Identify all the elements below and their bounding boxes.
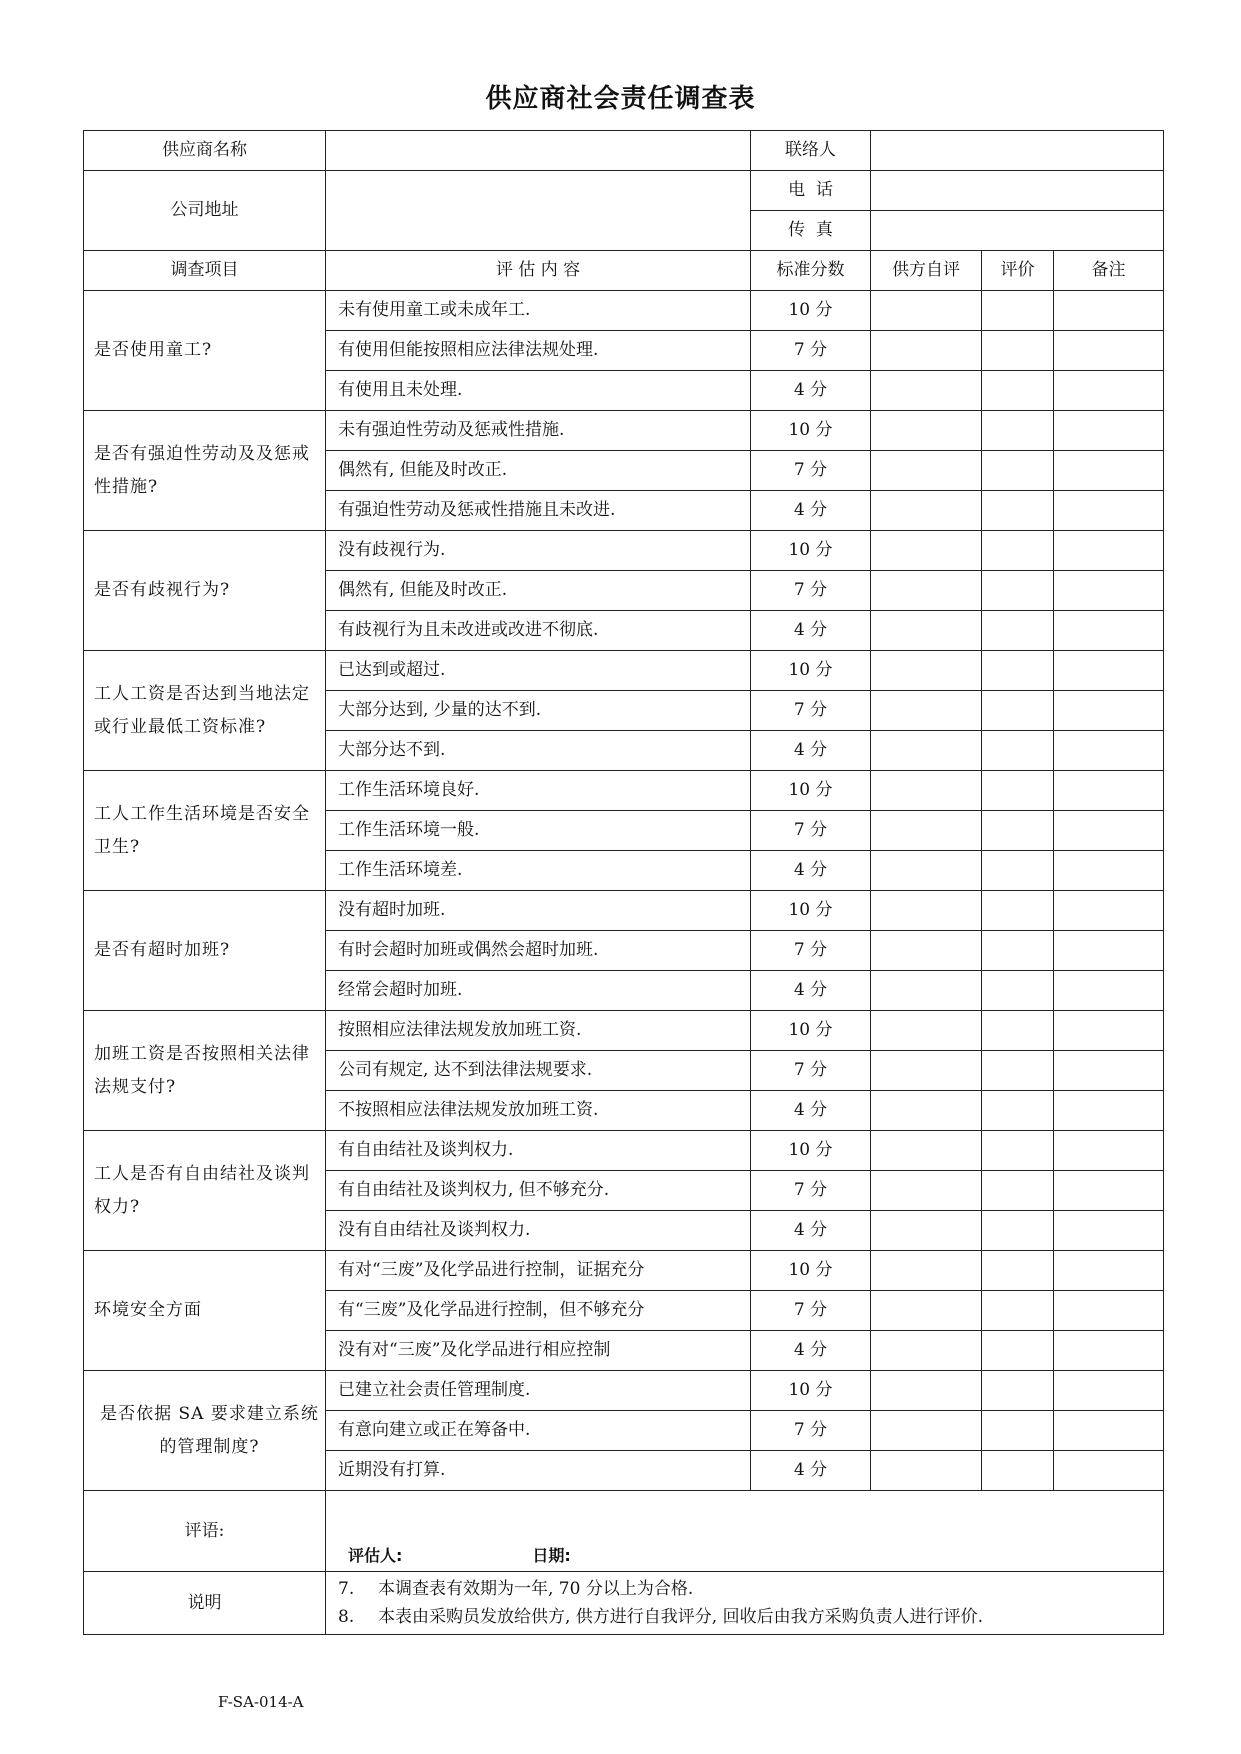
self-eval-cell[interactable]: [871, 451, 982, 491]
table-row: [84, 1131, 1164, 1171]
remarks-cell[interactable]: [1054, 411, 1164, 451]
evaluator-label: 评估人:: [348, 1546, 403, 1566]
remarks-cell[interactable]: [1054, 331, 1164, 371]
phone-row: [84, 171, 1164, 211]
supplier-name-label: 供应商名称: [84, 131, 326, 171]
survey-question: 是否使用童工?: [84, 291, 326, 411]
standard-score: 7 分: [751, 931, 871, 971]
standard-score: 7 分: [751, 331, 871, 371]
evaluation-cell[interactable]: [982, 1091, 1054, 1131]
evaluation-cell[interactable]: [982, 1331, 1054, 1371]
self-eval-cell[interactable]: [871, 1051, 982, 1091]
self-eval-cell[interactable]: [871, 571, 982, 611]
criteria-description: 有自由结社及谈判权力.: [326, 1131, 751, 1171]
supplier-name-field[interactable]: [326, 131, 751, 171]
standard-score: 4 分: [751, 1451, 871, 1491]
evaluation-cell[interactable]: [982, 931, 1054, 971]
evaluation-cell[interactable]: [982, 971, 1054, 1011]
self-eval-cell[interactable]: [871, 1411, 982, 1451]
evaluation-cell[interactable]: [982, 651, 1054, 691]
criteria-description: 未有强迫性劳动及惩戒性措施.: [326, 411, 751, 451]
standard-score: 4 分: [751, 731, 871, 771]
criteria-description: 工作生活环境差.: [326, 851, 751, 891]
criteria-description: 没有歧视行为.: [326, 531, 751, 571]
fax-label: 传 真: [751, 211, 871, 251]
col-self-eval-header: 供方自评: [871, 251, 982, 291]
form-title: 供应商社会责任调查表: [485, 84, 756, 114]
self-eval-cell[interactable]: [871, 1251, 982, 1291]
standard-score: 4 分: [751, 611, 871, 651]
standard-score: 10 分: [751, 651, 871, 691]
evaluation-cell[interactable]: [982, 891, 1054, 931]
standard-score: 7 分: [751, 811, 871, 851]
standard-score: 10 分: [751, 1131, 871, 1171]
criteria-description: 不按照相应法律法规发放加班工资.: [326, 1091, 751, 1131]
remarks-cell[interactable]: [1054, 1011, 1164, 1051]
remarks-cell[interactable]: [1054, 1051, 1164, 1091]
self-eval-cell[interactable]: [871, 731, 982, 771]
remarks-cell[interactable]: [1054, 651, 1164, 691]
evaluation-cell[interactable]: [982, 1291, 1054, 1331]
evaluation-cell[interactable]: [982, 611, 1054, 651]
standard-score: 7 分: [751, 451, 871, 491]
evaluation-cell[interactable]: [982, 291, 1054, 331]
criteria-description: 大部分达到, 少量的达不到.: [326, 691, 751, 731]
standard-score: 4 分: [751, 371, 871, 411]
survey-question: 工人工资是否达到当地法定或行业最低工资标准?: [84, 651, 326, 771]
criteria-description: 有使用但能按照相应法律法规处理.: [326, 331, 751, 371]
remarks-cell[interactable]: [1054, 771, 1164, 811]
survey-question: 工人是否有自由结社及谈判权力?: [84, 1131, 326, 1251]
table-row: [84, 531, 1164, 571]
standard-score: 10 分: [751, 411, 871, 451]
note-line: 8. 本表由采购员发放给供方, 供方进行自我评分, 回收后由我方采购负责人进行评价.: [338, 1607, 984, 1627]
supplier-name-row: [84, 131, 1164, 171]
remarks-cell[interactable]: [1054, 1091, 1164, 1131]
evaluation-cell[interactable]: [982, 371, 1054, 411]
criteria-description: 偶然有, 但能及时改正.: [326, 451, 751, 491]
evaluation-cell[interactable]: [982, 1011, 1054, 1051]
self-eval-cell[interactable]: [871, 291, 982, 331]
self-eval-cell[interactable]: [871, 1011, 982, 1051]
standard-score: 10 分: [751, 1371, 871, 1411]
self-eval-cell[interactable]: [871, 691, 982, 731]
evaluation-cell[interactable]: [982, 1211, 1054, 1251]
table-row: [84, 891, 1164, 931]
criteria-description: 没有自由结社及谈判权力.: [326, 1211, 751, 1251]
self-eval-cell[interactable]: [871, 771, 982, 811]
survey-question: 是否有强迫性劳动及及惩戒性措施?: [84, 411, 326, 531]
standard-score: 7 分: [751, 1291, 871, 1331]
form-code: F-SA-014-A: [218, 1693, 304, 1711]
self-eval-cell[interactable]: [871, 411, 982, 451]
table-row: [84, 651, 1164, 691]
standard-score: 10 分: [751, 291, 871, 331]
criteria-description: 有强迫性劳动及惩戒性措施且未改进.: [326, 491, 751, 531]
remarks-cell[interactable]: [1054, 1291, 1164, 1331]
self-eval-cell[interactable]: [871, 1171, 982, 1211]
self-eval-cell[interactable]: [871, 1331, 982, 1371]
evaluation-cell[interactable]: [982, 1051, 1054, 1091]
evaluation-cell[interactable]: [982, 771, 1054, 811]
col-evaluation-header: 评价: [982, 251, 1054, 291]
standard-score: 10 分: [751, 771, 871, 811]
survey-table: [83, 130, 1164, 1635]
remarks-cell[interactable]: [1054, 291, 1164, 331]
criteria-description: 近期没有打算.: [326, 1451, 751, 1491]
evaluation-cell[interactable]: [982, 1451, 1054, 1491]
evaluation-cell[interactable]: [982, 1251, 1054, 1291]
standard-score: 7 分: [751, 571, 871, 611]
self-eval-cell[interactable]: [871, 851, 982, 891]
evaluation-cell[interactable]: [982, 1171, 1054, 1211]
evaluation-cell[interactable]: [982, 811, 1054, 851]
self-eval-cell[interactable]: [871, 1131, 982, 1171]
remarks-cell[interactable]: [1054, 371, 1164, 411]
evaluation-cell[interactable]: [982, 531, 1054, 571]
remarks-cell[interactable]: [1054, 571, 1164, 611]
criteria-description: 有歧视行为且未改进或改进不彻底.: [326, 611, 751, 651]
col-standard-score-header: 标准分数: [751, 251, 871, 291]
self-eval-cell[interactable]: [871, 1211, 982, 1251]
phone-label: 电 话: [751, 171, 871, 211]
remarks-cell[interactable]: [1054, 1411, 1164, 1451]
phone-field[interactable]: [871, 171, 1164, 211]
remarks-cell[interactable]: [1054, 451, 1164, 491]
table-row: [84, 291, 1164, 331]
standard-score: 4 分: [751, 851, 871, 891]
self-eval-cell[interactable]: [871, 491, 982, 531]
remarks-cell[interactable]: [1054, 1371, 1164, 1411]
standard-score: 7 分: [751, 1051, 871, 1091]
self-eval-cell[interactable]: [871, 651, 982, 691]
remarks-cell[interactable]: [1054, 1451, 1164, 1491]
self-eval-cell[interactable]: [871, 971, 982, 1011]
self-eval-cell[interactable]: [871, 1291, 982, 1331]
survey-question: 是否有超时加班?: [84, 891, 326, 1011]
criteria-description: 已建立社会责任管理制度.: [326, 1371, 751, 1411]
standard-score: 7 分: [751, 1411, 871, 1451]
criteria-description: 公司有规定, 达不到法律法规要求.: [326, 1051, 751, 1091]
comment-label: 评语:: [84, 1491, 326, 1572]
criteria-description: 未有使用童工或未成年工.: [326, 291, 751, 331]
col-item-header: 调查项目: [84, 251, 326, 291]
contact-field[interactable]: [871, 131, 1164, 171]
self-eval-cell[interactable]: [871, 1091, 982, 1131]
self-eval-cell[interactable]: [871, 331, 982, 371]
table-row: [84, 1371, 1164, 1411]
fax-field[interactable]: [871, 211, 1164, 251]
notes-label: 说明: [84, 1572, 326, 1635]
standard-score: 4 分: [751, 1331, 871, 1371]
criteria-description: 经常会超时加班.: [326, 971, 751, 1011]
self-eval-cell[interactable]: [871, 611, 982, 651]
self-eval-cell[interactable]: [871, 531, 982, 571]
address-field[interactable]: [326, 171, 751, 251]
remarks-cell[interactable]: [1054, 891, 1164, 931]
evaluation-cell[interactable]: [982, 1411, 1054, 1451]
evaluation-cell[interactable]: [982, 571, 1054, 611]
criteria-description: 有自由结社及谈判权力, 但不够充分.: [326, 1171, 751, 1211]
remarks-cell[interactable]: [1054, 1211, 1164, 1251]
table-row: [84, 1011, 1164, 1051]
self-eval-cell[interactable]: [871, 1371, 982, 1411]
criteria-description: 有意向建立或正在筹备中.: [326, 1411, 751, 1451]
evaluation-cell[interactable]: [982, 411, 1054, 451]
self-eval-cell[interactable]: [871, 891, 982, 931]
remarks-cell[interactable]: [1054, 971, 1164, 1011]
standard-score: 7 分: [751, 691, 871, 731]
self-eval-cell[interactable]: [871, 371, 982, 411]
remarks-cell[interactable]: [1054, 1251, 1164, 1291]
remarks-cell[interactable]: [1054, 931, 1164, 971]
comment-row: [84, 1491, 1164, 1572]
remarks-cell[interactable]: [1054, 611, 1164, 651]
column-header-row: [84, 251, 1164, 291]
notes-row: [84, 1572, 1164, 1635]
survey-question: 是否有歧视行为?: [84, 531, 326, 651]
evaluation-cell[interactable]: [982, 331, 1054, 371]
standard-score: 7 分: [751, 1171, 871, 1211]
self-eval-cell[interactable]: [871, 1451, 982, 1491]
standard-score: 10 分: [751, 1011, 871, 1051]
survey-question: 加班工资是否按照相关法律法规支付?: [84, 1011, 326, 1131]
remarks-cell[interactable]: [1054, 1131, 1164, 1171]
evaluation-cell[interactable]: [982, 491, 1054, 531]
address-label: 公司地址: [84, 171, 326, 251]
survey-question: 是否依据 SA 要求建立系统的管理制度?: [84, 1371, 326, 1491]
date-label: 日期:: [532, 1546, 571, 1566]
evaluation-cell[interactable]: [982, 1371, 1054, 1411]
criteria-description: 有对“三废”及化学品进行控制，证据充分: [326, 1251, 751, 1291]
table-row: [84, 411, 1164, 451]
criteria-description: 偶然有, 但能及时改正.: [326, 571, 751, 611]
standard-score: 4 分: [751, 1091, 871, 1131]
evaluation-cell[interactable]: [982, 851, 1054, 891]
remarks-cell[interactable]: [1054, 851, 1164, 891]
criteria-description: 没有对“三废”及化学品进行相应控制: [326, 1331, 751, 1371]
criteria-description: 大部分达不到.: [326, 731, 751, 771]
remarks-cell[interactable]: [1054, 811, 1164, 851]
contact-label: 联络人: [751, 131, 871, 171]
col-remarks-header: 备注: [1054, 251, 1164, 291]
table-row: [84, 1251, 1164, 1291]
table-row: [84, 771, 1164, 811]
criteria-description: 有“三废”及化学品进行控制，但不够充分: [326, 1291, 751, 1331]
standard-score: 4 分: [751, 1211, 871, 1251]
self-eval-cell[interactable]: [871, 811, 982, 851]
standard-score: 4 分: [751, 491, 871, 531]
criteria-description: 有使用且未处理.: [326, 371, 751, 411]
remarks-cell[interactable]: [1054, 731, 1164, 771]
criteria-description: 没有超时加班.: [326, 891, 751, 931]
standard-score: 10 分: [751, 891, 871, 931]
survey-question: 工人工作生活环境是否安全卫生?: [84, 771, 326, 891]
signature-line: [348, 1547, 571, 1565]
comment-field[interactable]: [326, 1491, 1164, 1572]
criteria-description: 有时会超时加班或偶然会超时加班.: [326, 931, 751, 971]
evaluation-cell[interactable]: [982, 1131, 1054, 1171]
self-eval-cell[interactable]: [871, 931, 982, 971]
remarks-cell[interactable]: [1054, 491, 1164, 531]
criteria-description: 工作生活环境良好.: [326, 771, 751, 811]
standard-score: 10 分: [751, 1251, 871, 1291]
remarks-cell[interactable]: [1054, 1331, 1164, 1371]
note-line: 7. 本调查表有效期为一年, 70 分以上为合格.: [338, 1578, 694, 1599]
evaluation-cell[interactable]: [982, 451, 1054, 491]
criteria-description: 按照相应法律法规发放加班工资.: [326, 1011, 751, 1051]
col-content-header: 评 估 内 容: [326, 251, 751, 291]
remarks-cell[interactable]: [1054, 531, 1164, 571]
survey-question: 环境安全方面: [84, 1251, 326, 1371]
standard-score: 10 分: [751, 531, 871, 571]
notes-content: [326, 1572, 1164, 1635]
remarks-cell[interactable]: [1054, 691, 1164, 731]
criteria-description: 工作生活环境一般.: [326, 811, 751, 851]
evaluation-cell[interactable]: [982, 731, 1054, 771]
evaluation-cell[interactable]: [982, 691, 1054, 731]
standard-score: 4 分: [751, 971, 871, 1011]
remarks-cell[interactable]: [1054, 1171, 1164, 1211]
criteria-description: 已达到或超过.: [326, 651, 751, 691]
